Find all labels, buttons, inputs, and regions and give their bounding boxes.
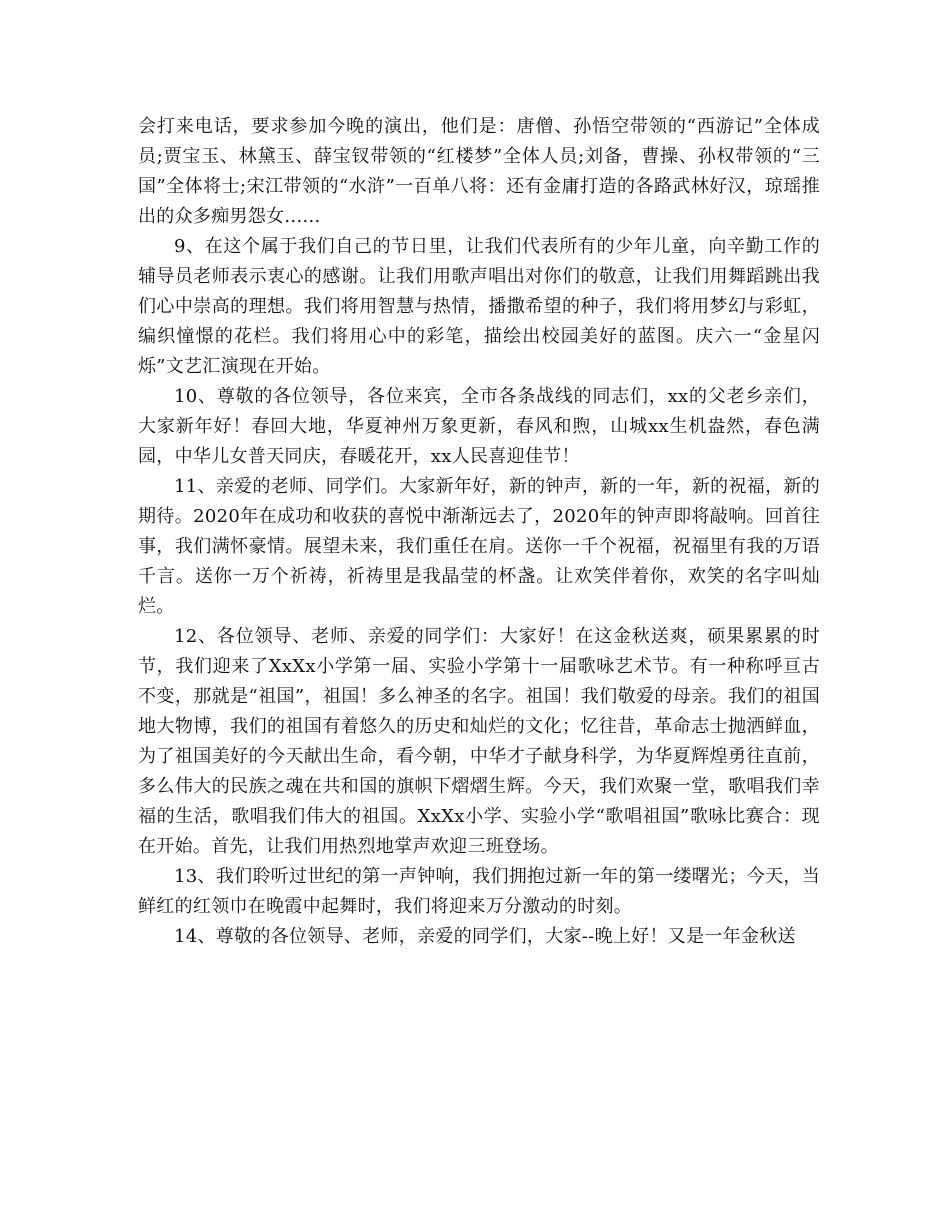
paragraph-item-12: 12、各位领导、老师、亲爱的同学们：大家好！在这金秋送爽，硕果累累的时节，我们迎来了XxXx小学第一届、实验小学第十一届歌咏艺术节。有一种称呼亘古不变，那就是“祖国”，祖国！多么神圣的名字。祖国！我们敬爱的母亲。我们的祖国地大物博，我们的祖国有着悠久的历史和灿烂的文化；忆往昔，革命志士抛洒鲜血，为了祖国美好的今天献出生命，看今朝，中华才子献身科学，为华夏辉煌勇往直前，多么伟大的民族之魂在共和国的旗帜下熠熠生辉。今天，我们欢聚一堂，歌唱我们幸福的生活，歌唱我们伟大的祖国。XxXx小学、实验小学“歌唱祖国”歌咏比赛合：现在开始。首先，让我们用热烈地掌声欢迎三班登场。 — [138, 626, 820, 857]
document-body — [138, 112, 820, 952]
paragraph-item-13: 13、我们聆听过世纪的第一声钟响，我们拥抱过新一年的第一缕曙光；今天，当鲜红的红领巾在晚霞中起舞时，我们将迎来万分激动的时刻。 — [138, 866, 820, 917]
paragraph-item-9: 9、在这个属于我们自己的节日里，让我们代表所有的少年儿童，向辛勤工作的辅导员老师表示衷心的感谢。让我们用歌声唱出对你们的敬意，让我们用舞蹈跳出我们心中崇高的理想。我们将用智慧与热情，播撒希望的种子，我们将用梦幻与彩虹，编织憧憬的花栏。我们将用心中的彩笔，描绘出校园美好的蓝图。庆六一“金星闪烁”文艺汇演现在开始。 — [138, 236, 820, 377]
paragraph-continuation: 会打来电话，要求参加今晚的演出，他们是：唐僧、孙悟空带领的“西游记”全体成员;贾宝玉、林黛玉、薛宝钗带领的“红楼梦”全体人员;刘备，曹操、孙权带领的“三国”全体将士;宋江带领的“水浒”一百单八将：还有金庸打造的各路武林好汉，琼瑶推出的众多痴男怨女...... — [138, 116, 820, 227]
paragraph-item-14: 14、尊敬的各位领导、老师，亲爱的同学们，大家--晚上好！又是一年金秋送 — [174, 926, 796, 947]
paragraph-item-10: 10、尊敬的各位领导，各位来宾，全市各条战线的同志们，xx的父老乡亲们，大家新年好！春回大地，华夏神州万象更新，春风和煦，山城xx生机盎然，春色满园，中华儿女普天同庆，春暖花开，xx人民喜迎佳节！ — [138, 386, 820, 467]
paragraph-item-11: 11、亲爱的老师、同学们。大家新年好，新的钟声，新的一年，新的祝福，新的期待。2020年在成功和收获的喜悦中渐渐远去了，2020年的钟声即将敲响。回首往事，我们满怀豪情。展望未来，我们重任在肩。送你一千个祝福，祝福里有我的万语千言。送你一万个祈祷，祈祷里是我晶莹的杯盏。让欢笑伴着你，欢笑的名字叫灿烂。 — [138, 476, 820, 617]
